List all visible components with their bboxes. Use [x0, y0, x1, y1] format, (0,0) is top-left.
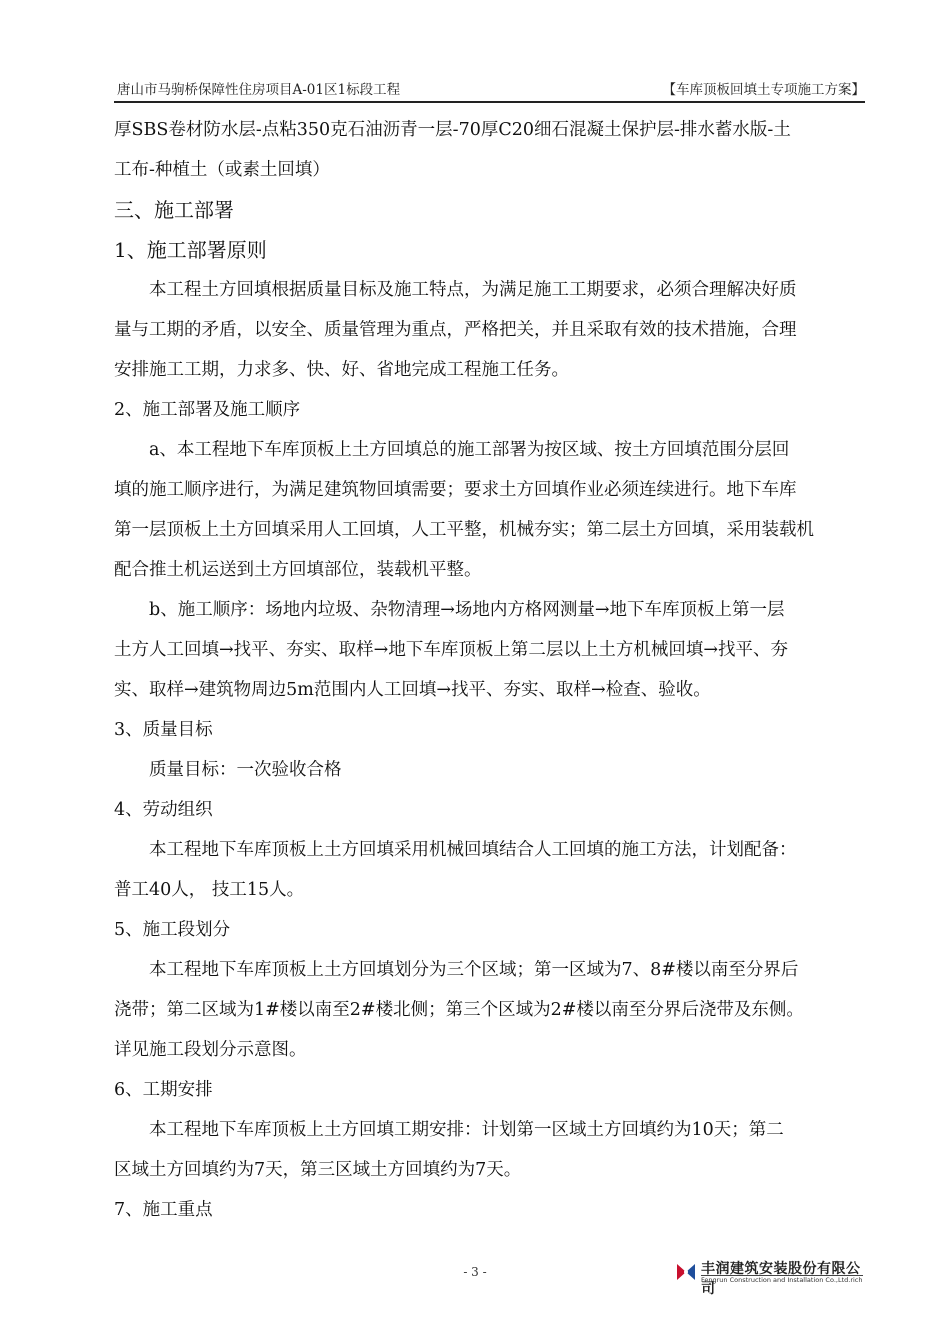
paragraph-line: 工布-种植土（或素土回填）	[114, 160, 330, 180]
paragraph-line: 本工程土方回填根据质量目标及施工特点，为满足施工工期要求，必须合理解决好质	[149, 280, 797, 300]
paragraph-line: 本工程地下车库顶板上土方回填划分为三个区域；第一区域为7、8#楼以南至分界后	[149, 960, 799, 980]
logo-company-name: 丰润建筑安装股份有限公司	[701, 1261, 861, 1297]
paragraph-line: 浇带；第二区域为1#楼以南至2#楼北侧；第三个区域为2#楼以南至分界后浇带及东侧。	[114, 1000, 804, 1020]
paragraph-line: 量与工期的矛盾，以安全、质量管理为重点，严格把关，并且采取有效的技术措施，合理	[114, 320, 797, 340]
paragraph-line: 7、施工重点	[114, 1200, 213, 1220]
page-header	[117, 78, 865, 102]
paragraph-line: 配合推土机运送到土方回填部位，装载机平整。	[114, 560, 482, 580]
header-document-title: 【车库顶板回填土专项施工方案】	[662, 82, 865, 98]
page-number: - 3 -	[463, 1265, 487, 1279]
paragraph-line: 本工程地下车库顶板上土方回填采用机械回填结合人工回填的施工方法，计划配备：	[149, 840, 797, 860]
paragraph-line: b、施工顺序：场地内垃圾、杂物清理→场地内方格网测量→地下车库顶板上第一层	[149, 600, 785, 620]
header-divider	[114, 101, 865, 103]
paragraph-line: 5、施工段划分	[114, 920, 231, 940]
paragraph-line: 实、取样→建筑物周边5m范围内人工回填→找平、夯实、取样→检查、验收。	[114, 680, 711, 700]
paragraph-line: 区域土方回填约为7天，第三区域土方回填约为7天。	[114, 1160, 522, 1180]
logo-company-name-en: Fengrun Construction and Installation Co.,Ltd.rich	[701, 1276, 863, 1284]
paragraph-line: 本工程地下车库顶板上土方回填工期安排：计划第一区域土方回填约为10天；第二	[149, 1120, 784, 1140]
paragraph-line: 第一层顶板上土方回填采用人工回填，人工平整，机械夯实；第二层土方回填，采用装载机	[114, 520, 814, 540]
paragraph-line: 4、劳动组织	[114, 800, 213, 820]
paragraph-line: 填的施工顺序进行，为满足建筑物回填需要；要求土方回填作业必须连续进行。地下车库	[114, 480, 797, 500]
paragraph-line: 厚SBS卷材防水层-点粘350克石油沥青一层-70厚C20细石混凝土保护层-排水蓄水版-土	[114, 120, 791, 140]
section-heading: 三、施工部署	[114, 198, 234, 222]
paragraph-line: 土方人工回填→找平、夯实、取样→地下车库顶板上第二层以上土方机械回填→找平、夯	[114, 640, 788, 660]
company-logo	[675, 1258, 865, 1297]
paragraph-line: 质量目标：一次验收合格	[149, 760, 342, 780]
paragraph-line: 详见施工段划分示意图。	[114, 1040, 307, 1060]
paragraph-line: 安排施工工期，力求多、快、好、省地完成工程施工任务。	[114, 360, 569, 380]
header-project-name: 唐山市马驹桥保障性住房项目A-01区1标段工程	[117, 82, 401, 98]
document-body	[114, 110, 860, 1230]
paragraph-line: a、本工程地下车库顶板上土方回填总的施工部署为按区域、按土方回填范围分层回	[149, 440, 790, 460]
company-logo-icon	[675, 1260, 697, 1284]
section-heading: 1、施工部署原则	[114, 238, 267, 262]
paragraph-line: 6、工期安排	[114, 1080, 213, 1100]
paragraph-line: 2、施工部署及施工顺序	[114, 400, 301, 420]
paragraph-line: 普工40人， 技工15人。	[114, 880, 305, 900]
paragraph-line: 3、质量目标	[114, 720, 213, 740]
